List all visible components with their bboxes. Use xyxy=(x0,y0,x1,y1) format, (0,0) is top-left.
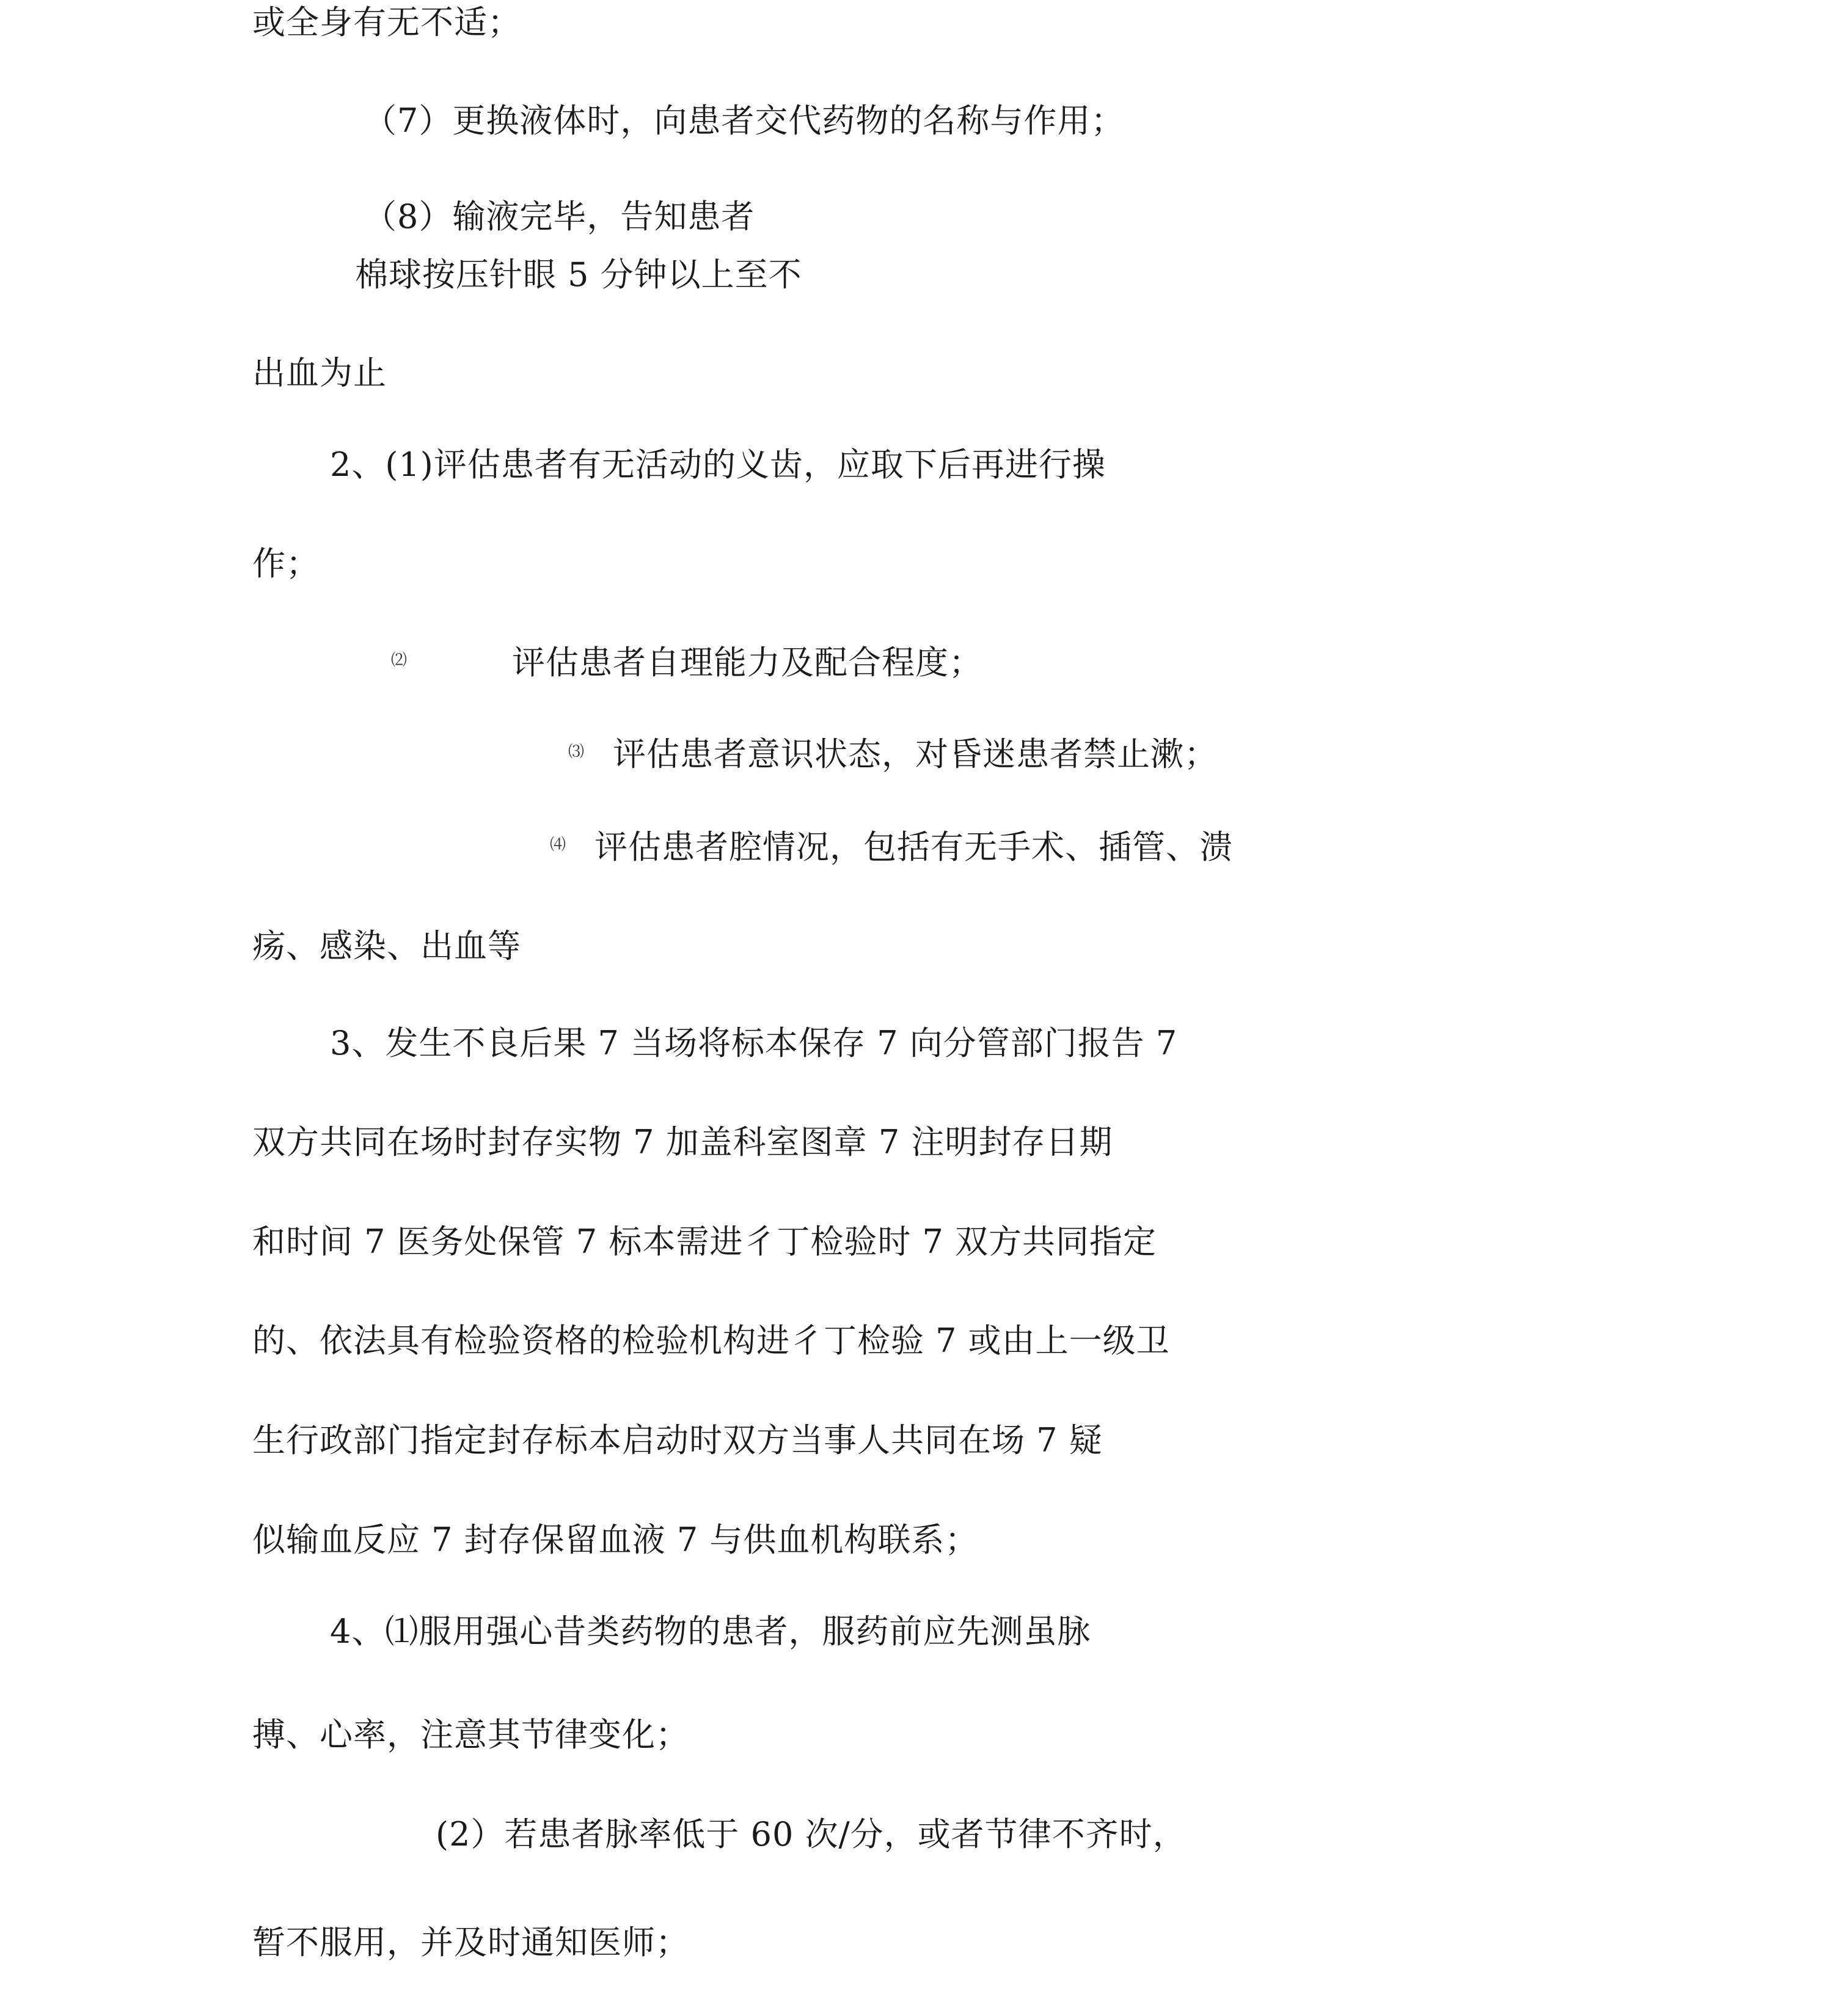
text-line-5: 出血为止 xyxy=(252,354,387,392)
text-line-15: 的、依法具有检验资格的检验机构进彳丁检验 7 或由上一级卫 xyxy=(252,1321,1170,1360)
text-line-8: 评估患者自理能力及配合程度； xyxy=(512,643,982,682)
text-line-16: 生行政部门指定封存标本启动时双方当事人共同在场 7 疑 xyxy=(252,1421,1103,1459)
text-line-20: (2）若患者脉率低于 60 次/分，或者节律不齐时， xyxy=(436,1815,1187,1853)
text-line-12: 3、发生不良后果 7 当场将标本保存 7 向分管部门报告 7 xyxy=(330,1024,1178,1062)
text-line-17: 似输血反应 7 封存保留血液 7 与供血机构联系； xyxy=(252,1521,979,1559)
text-line-14: 和时间 7 医务处保管 7 标本需进彳丁检验时 7 双方共同指定 xyxy=(252,1222,1157,1261)
list-marker-2: ⑵ xyxy=(391,651,408,670)
text-line-18: 4、⑴服用强心昔类药物的患者，服药前应先测虽脉 xyxy=(330,1612,1091,1651)
text-line-7: 作； xyxy=(252,544,320,583)
text-line-4: 棉球按压针眼 5 分钟以上至不 xyxy=(355,255,802,294)
text-line-19: 搏、心率，注意其节律变化； xyxy=(252,1715,689,1754)
text-line-3: （8）输液完毕，告知患者 xyxy=(364,197,755,236)
text-line-11: 疡、感染、出血等 xyxy=(252,927,521,965)
text-line-21: 暂不服用，并及时通知医师； xyxy=(252,1923,689,1962)
text-line-13: 双方共同在场时封存实物 7 加盖科室图章 7 注明封存日期 xyxy=(252,1123,1113,1161)
text-line-9: 评估患者意识状态，对昏迷患者禁止漱； xyxy=(613,735,1218,773)
text-line-2: （7）更换液体时，向患者交代药物的名称与作用； xyxy=(364,101,1125,140)
list-marker-3: ⑶ xyxy=(568,743,585,761)
text-line-6: 2、(1)评估患者有无活动的义齿，应取下后再进行操 xyxy=(330,445,1106,484)
text-line-10: 评估患者腔情况，包括有无手术、插管、溃 xyxy=(594,828,1233,866)
list-marker-4: ⑷ xyxy=(550,836,566,854)
text-line-1: 或全身有无不适； xyxy=(252,3,521,42)
